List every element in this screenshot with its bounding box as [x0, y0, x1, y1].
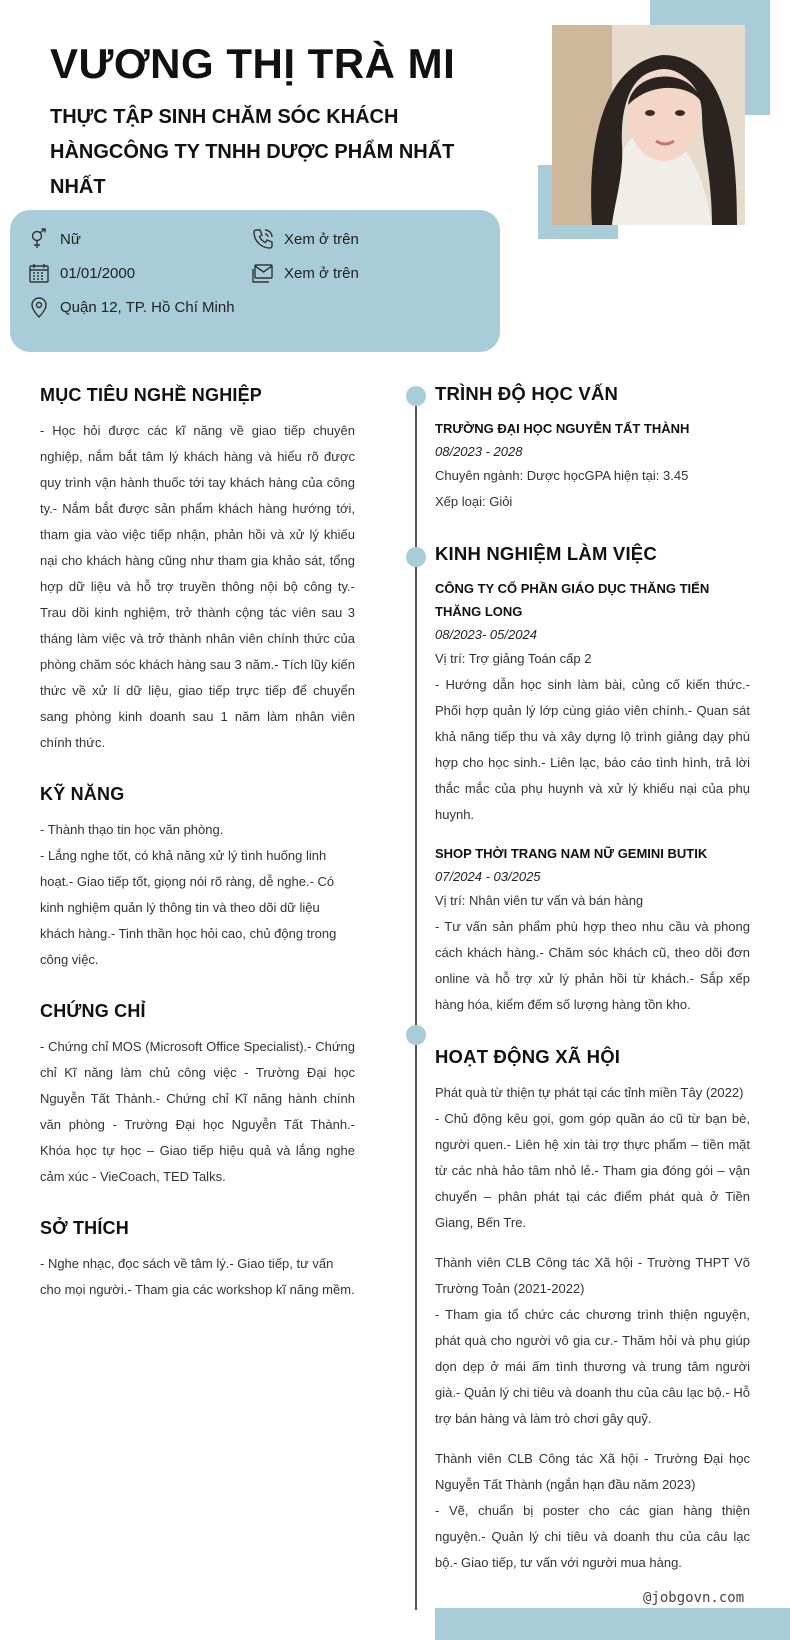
- job-title: THỰC TẬP SINH CHĂM SÓC KHÁCH HÀNGCÔNG TY TNHH DƯỢC PHẨM NHẤT NHẤT: [50, 106, 455, 198]
- activity-name: Thành viên CLB Công tác Xã hội - Trường Đại học Nguyễn Tất Thành (ngắn hạn đầu năm 2023): [435, 1451, 750, 1492]
- activity-entry: [435, 1446, 750, 1576]
- experience-title: KINH NGHIỆM LÀM VIỆC: [435, 543, 657, 564]
- activity-desc: - Tham gia tổ chức các chương trình thiện nguyện, phát quà cho người vô gia cư.- Thăm hỏi và phụ giúp dọn dẹp ở mái ấm tình thương và trung tâm người già.- Quản lý chi tiêu và doanh thu của câu lạc bộ.- Hỗ trợ bán hàng và làm trò chơi gây quỹ.: [435, 1307, 750, 1426]
- education-title: TRÌNH ĐỘ HỌC VẤN: [435, 383, 619, 404]
- hobbies-text: - Nghe nhạc, đọc sách về tâm lý.- Giao tiếp, tư vấn cho mọi người.- Tham gia các workshop kĩ năng mềm.: [40, 1256, 355, 1297]
- contact-birthday-value: 01/01/2000: [60, 264, 136, 282]
- experience-position: Vị trí: Trợ giảng Toán cấp 2: [435, 651, 592, 666]
- contact-address: [28, 296, 235, 318]
- experience-org: CÔNG TY CỔ PHẦN GIÁO DỤC THĂNG TIẾN THĂNG LONG: [435, 581, 710, 619]
- contact-email-value: Xem ở trên: [284, 264, 359, 282]
- hobbies-section: [40, 1218, 355, 1303]
- timeline-dot-education: [406, 386, 426, 406]
- experience-desc: - Tư vấn sản phẩm phù hợp theo nhu cầu và phong cách khách hàng.- Chăm sóc khách cũ, theo dõi đơn online và hỗ trợ xử lý phản hồi từ khách.- Sắp xếp hàng hóa, kiểm đếm số lượng hàng tồn kho.: [435, 919, 750, 1012]
- skills-line-1: - Thành thạo tin học văn phòng.: [40, 822, 224, 837]
- right-column: [435, 383, 750, 1604]
- timeline-dot-activities: [406, 1025, 426, 1045]
- calendar-icon: [28, 262, 50, 284]
- activities-title: HOẠT ĐỘNG XÃ HỘI: [435, 1046, 621, 1067]
- hobbies-title: SỞ THÍCH: [40, 1218, 129, 1238]
- email-icon: [252, 262, 274, 284]
- activity-name: Thành viên CLB Công tác Xã hội - Trường THPT Võ Trường Toản (2021-2022): [435, 1255, 750, 1296]
- experience-entry: [435, 842, 750, 1018]
- accent-block-footer: [435, 1608, 790, 1640]
- education-major: Chuyên ngành: Dược họcGPA hiện tại: 3.45: [435, 468, 689, 483]
- education-section: [435, 383, 750, 515]
- left-column: [40, 385, 355, 1331]
- skills-line-2: - Lắng nghe tốt, có khả năng xử lý tình huống linh hoạt.- Giao tiếp tốt, giọng nói rõ ràng, dễ nghe.- Có kinh nghiệm quản lý thông tin và theo dõi dữ liệu khách hàng.- Tinh thần học hỏi cao, chủ động trong công việc.: [40, 848, 337, 967]
- gender-icon: [28, 228, 50, 250]
- contact-gender-value: Nữ: [60, 230, 81, 248]
- experience-date: 07/2024 - 03/2025: [435, 869, 541, 884]
- contact-gender: [28, 228, 81, 250]
- experience-entry: [435, 577, 750, 828]
- profile-photo: [552, 25, 745, 225]
- experience-section: [435, 543, 750, 1018]
- education-rank: Xếp loại: Giỏi: [435, 494, 513, 509]
- activity-entry: [435, 1250, 750, 1432]
- contact-phone-value: Xem ở trên: [284, 230, 359, 248]
- activity-desc: - Vẽ, chuẩn bị poster cho các gian hàng thiện nguyện.- Quản lý chi tiêu và doanh thu của câu lạc bộ.- Giao tiếp, tư vấn với người mua hàng.: [435, 1503, 750, 1570]
- timeline-line: [415, 395, 417, 1610]
- certificates-section: [40, 1001, 355, 1190]
- objective-text: - Học hỏi được các kĩ năng về giao tiếp chuyên nghiệp, nắm bắt tâm lý khách hàng và hiểu rõ được quy trình vận hành thuốc tới tay khách hàng của công ty.- Nắm bắt được sản phẩm khách hàng hướng tới, tham gia vào việc tiếp nhận, phản hồi và xử lý khiếu nại cho khách hàng cũng như tham gia khảo sát, tổng hợp dữ liệu và hỗ trợ truyền thông nội bộ công ty.- Trau dồi kinh nghiệm, trở thành cộng tác viên sau 3 tháng làm việc và trở thành nhân viên chính thức của phòng chăm sóc khách hàng sau 3 năm.- Tích lũy kiến thức về xử lí dữ liệu, giao tiếp trực tiếp để chuyển sang phòng kinh doanh sau 1 năm làm nhân viên chính thức.: [40, 423, 355, 750]
- activity-entry: [435, 1080, 750, 1236]
- education-date: 08/2023 - 2028: [435, 444, 523, 459]
- certificates-title: CHỨNG CHỈ: [40, 1001, 146, 1021]
- education-school: TRƯỜNG ĐẠI HỌC NGUYỄN TẤT THÀNH: [435, 421, 690, 436]
- contact-email: [252, 262, 359, 284]
- experience-desc: - Hướng dẫn học sinh làm bài, củng cố kiến thức.- Phối hợp quản lý lớp cùng giáo viên chính.- Quan sát khả năng tiếp thu và xây dựng lộ trình giảng dạy phù hợp cho học sinh.- Liên lạc, báo cáo tình hình, trả lời thắc mắc của phụ huynh và xử lý khiếu nại của phụ huynh.: [435, 677, 750, 822]
- experience-date: 08/2023- 05/2024: [435, 627, 537, 642]
- candidate-name: VƯƠNG THỊ TRÀ MI: [50, 40, 456, 87]
- experience-org: SHOP THỜI TRANG NAM NỮ GEMINI BUTIK: [435, 846, 708, 861]
- skills-title: KỸ NĂNG: [40, 784, 125, 804]
- objective-section: [40, 385, 355, 756]
- watermark: @jobgovn.com: [643, 1590, 745, 1606]
- objective-title: MỤC TIÊU NGHỀ NGHIỆP: [40, 385, 263, 405]
- contact-address-value: Quận 12, TP. Hồ Chí Minh: [60, 298, 235, 316]
- location-pin-icon: [28, 296, 50, 318]
- activity-name: Phát quà từ thiện tự phát tại các tỉnh miền Tây (2022): [435, 1085, 744, 1100]
- skills-section: [40, 784, 355, 973]
- timeline-dot-experience: [406, 547, 426, 567]
- experience-position: Vị trí: Nhân viên tư vấn và bán hàng: [435, 893, 644, 908]
- activity-desc: - Chủ động kêu gọi, gom góp quần áo cũ từ bạn bè, người quen.- Liên hệ xin tài trợ thực phẩm – tiền mặt từ các nhà hảo tâm nhỏ lẻ.- Tham gia đóng gói – vận chuyển – phân phát tại các điểm phát quà ở Tiền Giang, Bến Tre.: [435, 1111, 750, 1230]
- certificates-text: - Chứng chỉ MOS (Microsoft Office Specialist).- Chứng chỉ Kĩ năng làm chủ công việc - Trường Đại học Nguyễn Tất Thành.- Chứng chỉ Kĩ năng hành chính văn phòng - Trường Đại học Nguyễn Tất Thành.- Khóa học tự học – Giao tiếp hiệu quả và lắng nghe cảm xúc - VieCoach, TED Talks.: [40, 1039, 355, 1184]
- contact-birthday: [28, 262, 135, 284]
- contact-phone: [252, 228, 359, 250]
- phone-icon: [252, 228, 274, 250]
- contact-box: [10, 210, 500, 352]
- activities-section: [435, 1046, 750, 1576]
